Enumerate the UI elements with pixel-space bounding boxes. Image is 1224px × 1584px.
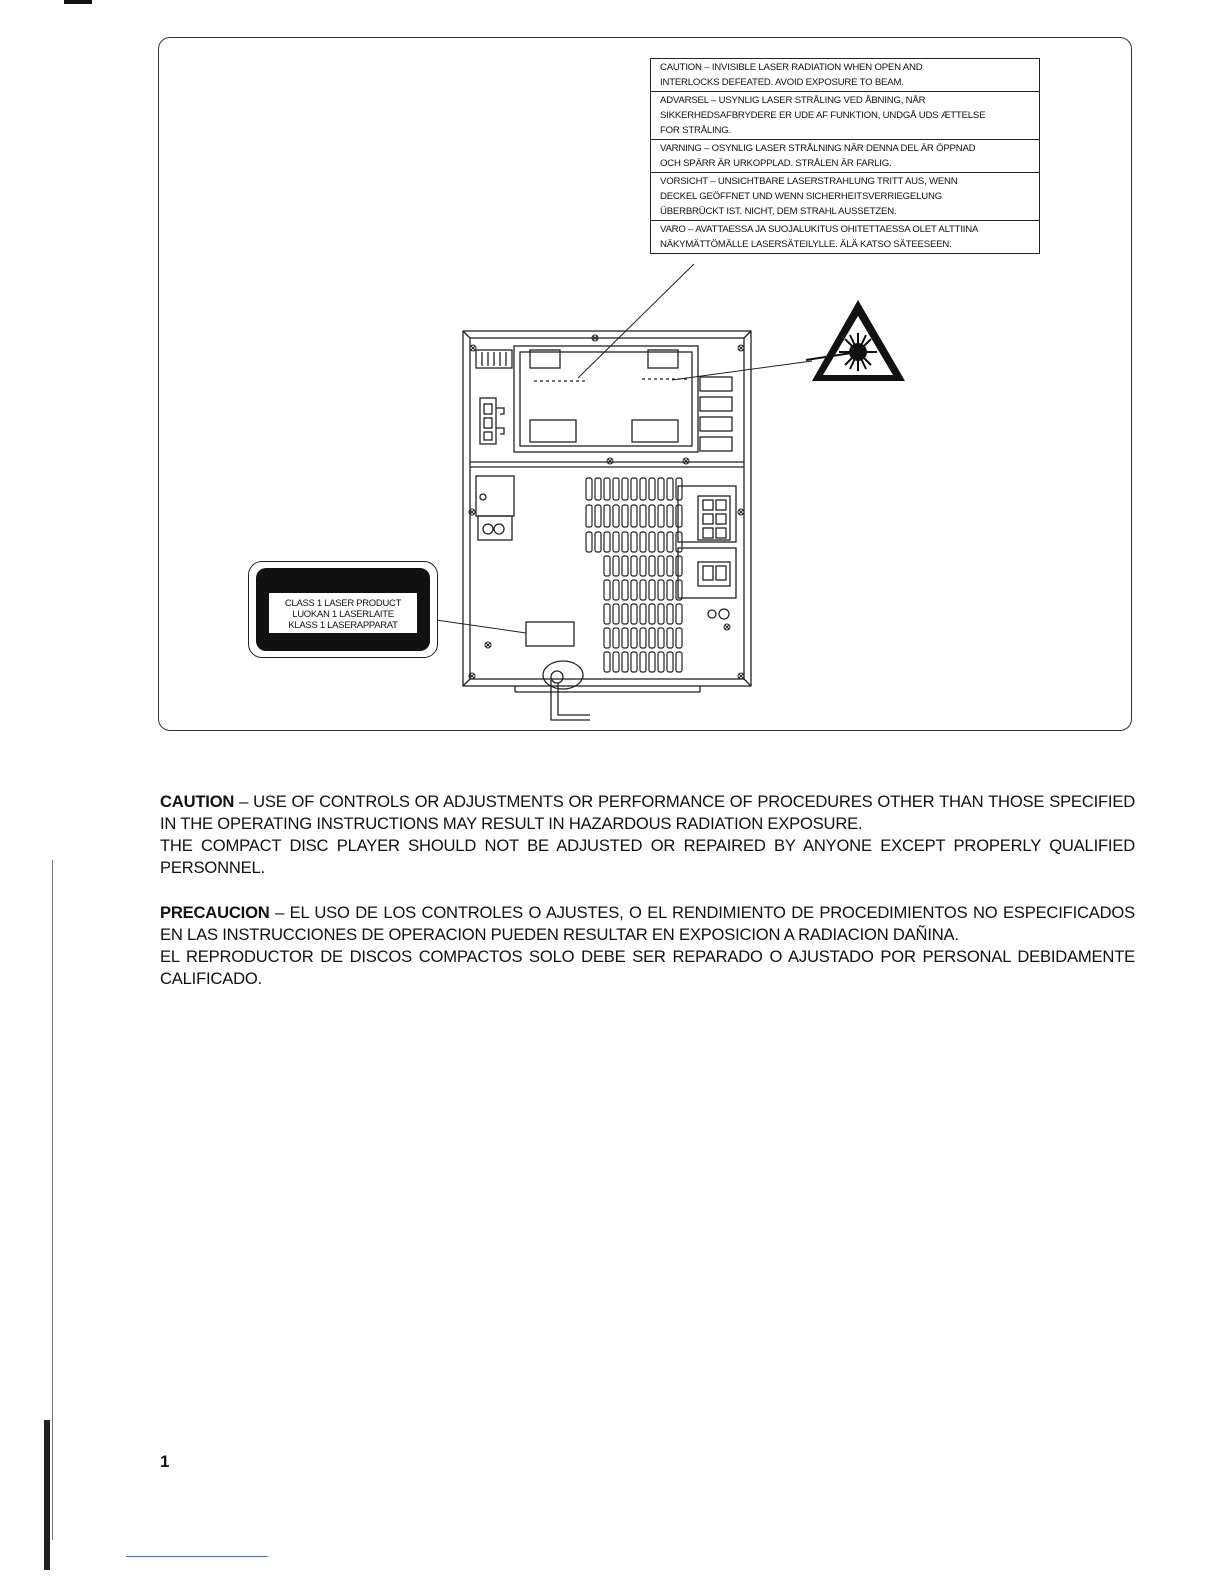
precaucion-heading: PRECAUCION — [160, 903, 270, 922]
warning-line: SIKKERHEDSAFBRYDERE ER UDE AF FUNKTION, UNDGÅ UDS ÆTTELSE — [660, 110, 986, 121]
precaucion-paragraph — [160, 902, 1135, 990]
class-label-line: CLASS 1 LASER PRODUCT — [284, 598, 402, 609]
class-label-text — [269, 593, 417, 633]
bottom-rule — [126, 1556, 268, 1557]
warning-line: OCH SPÄRR ÄR URKOPPLAD. STRÅLEN ÄR FARLIG. — [660, 158, 892, 169]
warning-line: VARO – AVATTAESSA JA SUOJALUKITUS OHITETTAESSA OLET ALTTIINA — [660, 224, 979, 235]
warning-line: FOR STRÅLING. — [660, 125, 731, 136]
class-1-laser-label — [248, 561, 438, 658]
caution-heading: CAUTION — [160, 792, 235, 811]
warning-entry — [651, 173, 1039, 221]
warning-line: CAUTION – INVISIBLE LASER RADIATION WHEN OPEN AND — [660, 62, 923, 73]
precaucion-text: – EL USO DE LOS CONTROLES O AJUSTES, O EL RENDIMIENTO DE PROCEDIMIENTOS NO ESPECIFICADOS EN LAS INSTRUCCIONES DE OPERACION PUEDEN RESULTAR EN EXPOSICION A RADIACION DAÑINA. — [160, 903, 1135, 944]
precaucion-text-2: EL REPRODUCTOR DE DISCOS COMPACTOS SOLO DEBE SER REPARADO O AJUSTADO POR PERSONAL DEBIDAMENTE CALIFICADO. — [160, 947, 1135, 988]
warning-line: VORSICHT – UNSICHTBARE LASERSTRAHLUNG TRITT AUS, WENN — [660, 176, 958, 187]
caution-paragraph — [160, 791, 1135, 879]
warning-entry — [651, 92, 1039, 140]
scan-edge-bar — [44, 1420, 50, 1570]
class-label-line: KLASS 1 LASERAPPARAT — [288, 620, 398, 631]
warning-entry — [651, 221, 1039, 253]
caution-text: – USE OF CONTROLS OR ADJUSTMENTS OR PERFORMANCE OF PROCEDURES OTHER THAN THOSE SPECIFIED IN THE OPERATING INSTRUCTIONS MAY RESULT IN HAZARDOUS RADIATION EXPOSURE. — [160, 792, 1135, 833]
warning-line: VARNING – OSYNLIG LASER STRÅLNING NÄR DENNA DEL ÄR ÖPPNAD — [660, 143, 976, 154]
class-label-line: LUOKAN 1 LASERLAITE — [292, 609, 394, 620]
warning-entry — [651, 140, 1039, 173]
rear-panel-diagram — [0, 0, 1224, 760]
class-label-border — [256, 568, 430, 651]
warning-line: ADVARSEL – USYNLIG LASER STRÅLING VED ÅBNING, NÅR — [660, 95, 926, 106]
caution-text-2: THE COMPACT DISC PLAYER SHOULD NOT BE ADJUSTED OR REPAIRED BY ANYONE EXCEPT PROPERLY QUALIFIED PERSONNEL. — [160, 836, 1135, 877]
warning-entry — [651, 59, 1039, 92]
scan-edge-line — [52, 860, 53, 1540]
page-number: 1 — [160, 1452, 170, 1471]
warning-line: INTERLOCKS DEFEATED. AVOID EXPOSURE TO BEAM. — [660, 77, 904, 88]
warning-line: DECKEL GEÖFFNET UND WENN SICHERHEITSVERRIEGELUNG — [660, 191, 942, 202]
warning-line: NÄKYMÄTTÖMÄLLE LASERSÄTEILYLLE. ÄLÄ KATSO SÄTEESEEN. — [660, 239, 952, 250]
laser-warning-icon — [806, 300, 905, 381]
warning-line: ÜBERBRÜCKT IST. NICHT, DEM STRAHL AUSSETZEN. — [660, 206, 897, 217]
laser-warning-label — [650, 58, 1040, 254]
